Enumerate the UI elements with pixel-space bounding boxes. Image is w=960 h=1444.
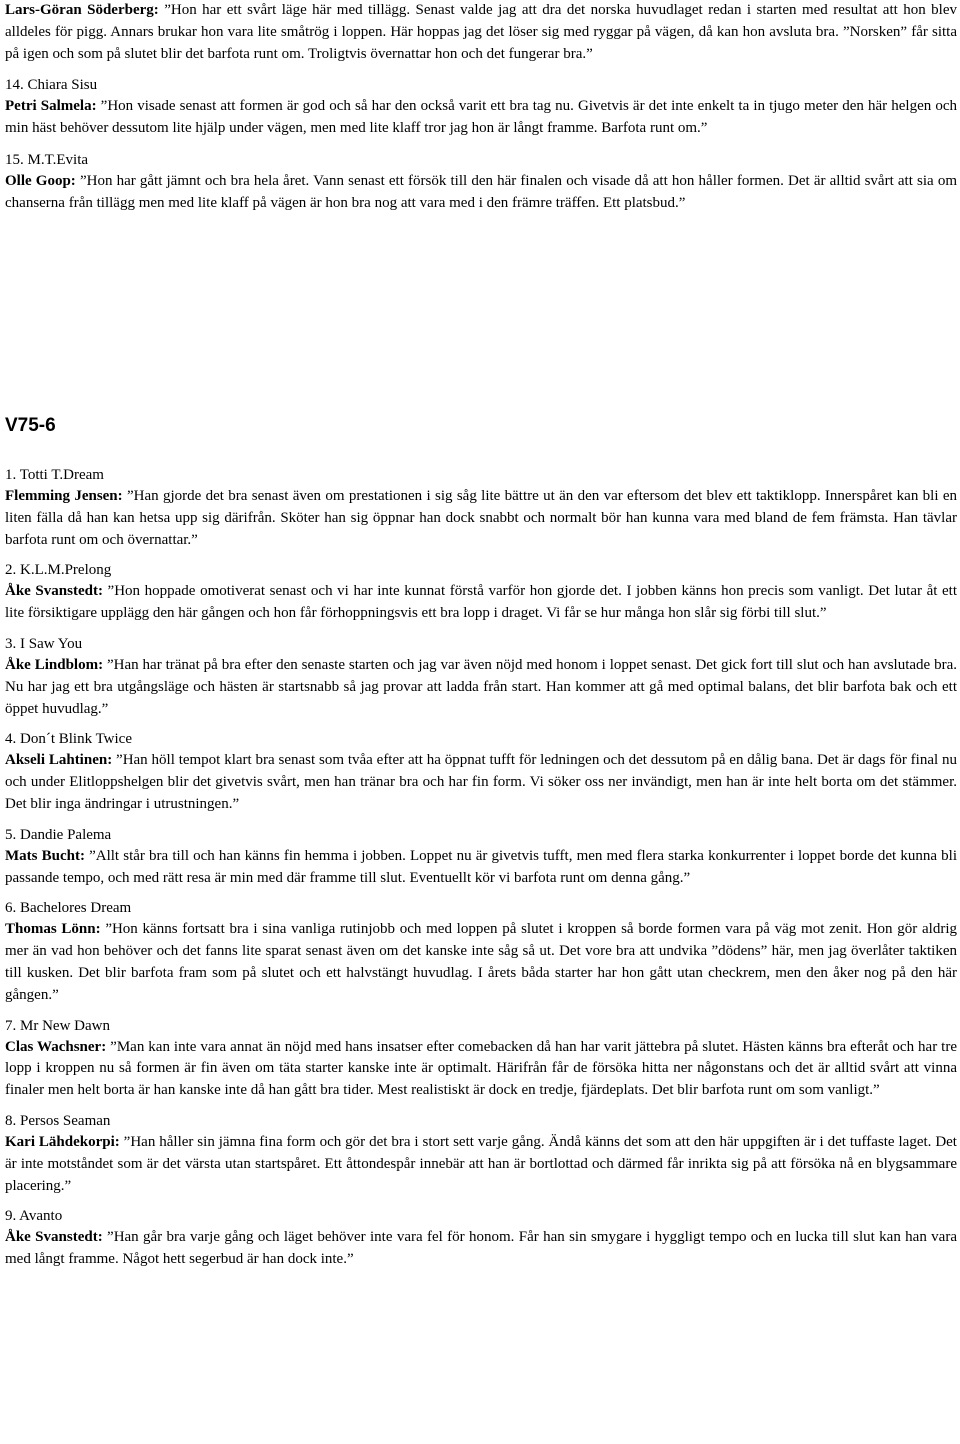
trainer-name: Thomas Lönn:: [5, 921, 101, 938]
entry-intro-2: [5, 150, 957, 215]
race-entries: [5, 465, 957, 1271]
entry-body: [5, 581, 957, 625]
entry-body: [5, 655, 957, 720]
entry-body: [5, 171, 957, 215]
horse-title: 7. Mr New Dawn: [5, 1017, 110, 1034]
entry-1: [5, 465, 957, 551]
trainer-quote: ”Han höll tempot klart bra senast som tvåa efter att ha öppnat tufft för ledningen och det dessutom på en dålig bana. Det är dags för final nu och under Elitloppshelgen blir det givetvis svårt, men han tränar bra och har fin form. Vi söker oss ner invändigt, men han är inte helt borta om det stämmer. Det blir inga ändringar i utrustningen.”: [5, 752, 957, 812]
trainer-quote: ”Man kan inte vara annat än nöjd med hans insatser efter comebacken då han har varit jättebra på slutet. Hästen känns bra efteråt och har tre lopp i kroppen nu så formen är fin även om täta starter kanske inte är optimalt. Härifrån får de försöka hitta ner någonstans och det är alltid svårt att vinna finaler men helt borta är han kanske inte då han gått bra tider. Mest realistiskt är dock en tredje, fjärdeplats. Det blir barfota runt om som vanligt.”: [5, 1038, 957, 1099]
entry-body: [5, 1132, 957, 1197]
trainer-name: Clas Wachsner:: [5, 1038, 107, 1055]
trainer-quote: ”Han gjorde det bra senast även om prestationen i sig såg lite bättre ut än den var eftersom det blev ett taktiklopp. Innerspåret kan bli en liten fälla då han kan hetsa upp sig därifrån. Sköter han sig öppnar han dock snabbt och normalt bör han kunna vara med bland de fem främsta. Han tävlar barfota runt om och övernattar.”: [5, 488, 957, 548]
trainer-name: Åke Lindblom:: [5, 656, 104, 673]
trainer-name: Åke Svanstedt:: [5, 583, 103, 600]
entry-body: [5, 1227, 957, 1271]
entry-6: [5, 898, 957, 1006]
horse-title: 5. Dandie Palema: [5, 826, 112, 843]
trainer-name: Petri Salmela:: [5, 98, 97, 115]
horse-title: 15. M.T.Evita: [5, 151, 89, 168]
horse-title: 2. K.L.M.Prelong: [5, 562, 112, 579]
trainer-name: Lars-Göran Söderberg:: [5, 2, 159, 18]
entry-body: [5, 96, 957, 140]
trainer-name: Kari Lähdekorpi:: [5, 1133, 120, 1150]
entry-7: [5, 1016, 957, 1102]
horse-title: 3. I Saw You: [5, 635, 83, 652]
entry-intro-1: [5, 75, 957, 140]
horse-title: 8. Persos Seaman: [5, 1112, 111, 1129]
intro-section: [5, 0, 957, 215]
trainer-name: Mats Bucht:: [5, 847, 85, 864]
trainer-quote: ”Hon visade senast att formen är god och så har den också varit ett bra tag nu. Givetvis är det inte enkelt ta in tjugo meter den här helgen och min häst behöver dessutom lite hjälp under vägen, men med lite klaff tror jag hon är långt framme. Barfota runt om.”: [5, 98, 957, 137]
horse-title: 6. Bachelores Dream: [5, 900, 132, 917]
entry-body: [5, 750, 957, 815]
entry-body: [5, 1037, 957, 1102]
entry-9: [5, 1206, 957, 1271]
entry-5: [5, 825, 957, 890]
entry-body: [5, 919, 957, 1006]
trainer-name: Olle Goop:: [5, 172, 76, 189]
trainer-quote: ”Hon har ett svårt läge här med tillägg. Senast valde jag att dra det norska huvudlaget redan i starten med resultat att hon blev alldeles för pigg. Annars brukar hon vara lite småtrög i loppen. Här hoppas jag det löser sig med ryggar på vägen, då kan hon avsluta bra. ”Norsken” får sitta på igen och som på slutet blir det barfota runt om. Troligtvis övernattar hon och det fungerar bra.”: [5, 2, 957, 62]
section-heading: V75-6: [5, 415, 56, 436]
horse-title: 9. Avanto: [5, 1208, 63, 1225]
trainer-quote: ”Han går bra varje gång och läget behöver inte vara fel för honom. Får han sin smygare i hyggligt tempo och en lucka till slut kan han vara med långt framme. Något hett segerbud är han dock inte.”: [5, 1229, 957, 1268]
trainer-quote: ”Hon känns fortsatt bra i sina vanliga rutinjobb och med loppen på slutet i kroppen så borde formen vara på väg mot zenit. Hon gör aldrig mer än vad hon behöver och det fanns lite sparat senast även om det kanske inte såg så ut. Det vore bra att undvika ”dödens” här, men jag överlåter taktiken till kusken. Det blir barfota fram som på slutet och ett halvstängt huvudlag. I årets båda starter har hon gått utan checkrem, men den åker nog på den här gången.”: [5, 921, 957, 1003]
entry-body: [5, 846, 957, 890]
trainer-quote: ”Han håller sin jämna fina form och gör det bra i stort sett varje gång. Ändå känns det som att den här uppgiften är i det tuffaste laget. Det är inte motståndet som är det värsta utan startspåret. Ett åttondespår innebär att han är bortlottad och därmed får inrikta sig på att försöka nå en blygsammare placering.”: [5, 1133, 957, 1194]
horse-title: 4. Don´t Blink Twice: [5, 731, 132, 748]
horse-title: 14. Chiara Sisu: [5, 77, 98, 94]
entry-3: [5, 634, 957, 720]
entry-8: [5, 1111, 957, 1197]
trainer-name: Flemming Jensen:: [5, 488, 123, 504]
trainer-name: Akseli Lahtinen:: [5, 752, 113, 769]
entry-intro-0: [5, 0, 957, 65]
trainer-quote: ”Allt står bra till och han känns fin hemma i jobben. Loppet nu är givetvis tufft, men med flera starka konkurrenter i loppet borde det kunna bli passande tempo, och med rätt resa är min med där framme till slut. Eventuellt kör vi barfota runt om denna gång.”: [5, 847, 957, 886]
trainer-quote: ”Hon hoppade omotiverat senast och vi har inte kunnat förstå varför hon gjorde det. I jobben känns hon precis som vanligt. Det lutar åt ett lite försiktigare upplägg den här gången och hon får förhoppningsvis ett bra lopp i draget. Vi får se hur många hon slår sig förbi till slut.”: [5, 583, 957, 622]
entry-4: [5, 729, 957, 815]
trainer-name: Åke Svanstedt:: [5, 1229, 103, 1246]
entry-2: [5, 560, 957, 625]
horse-title: 1. Totti T.Dream: [5, 467, 104, 483]
entry-body: [5, 0, 957, 65]
entry-body: [5, 486, 957, 551]
trainer-quote: ”Hon har gått jämnt och bra hela året. Vann senast ett försök till den här finalen och visade då att hon håller formen. Det är alltid svårt att sia om chanserna från tillägg men med lite klaff på vägen är hon bra nog att vara med i den främre träffen. Ett platsbud.”: [5, 172, 957, 211]
trainer-quote: ”Han har tränat på bra efter den senaste starten och jag var även nöjd med honom i loppet senast. Det gick fort till slut och han avslutade bra. Nu har jag ett bra utgångsläge och hästen är startsnabb så jag provar att ladda från start. Han kommer att gå med optimal balans, det blir barfota bak och ett öppet huvudlag.”: [5, 656, 957, 717]
